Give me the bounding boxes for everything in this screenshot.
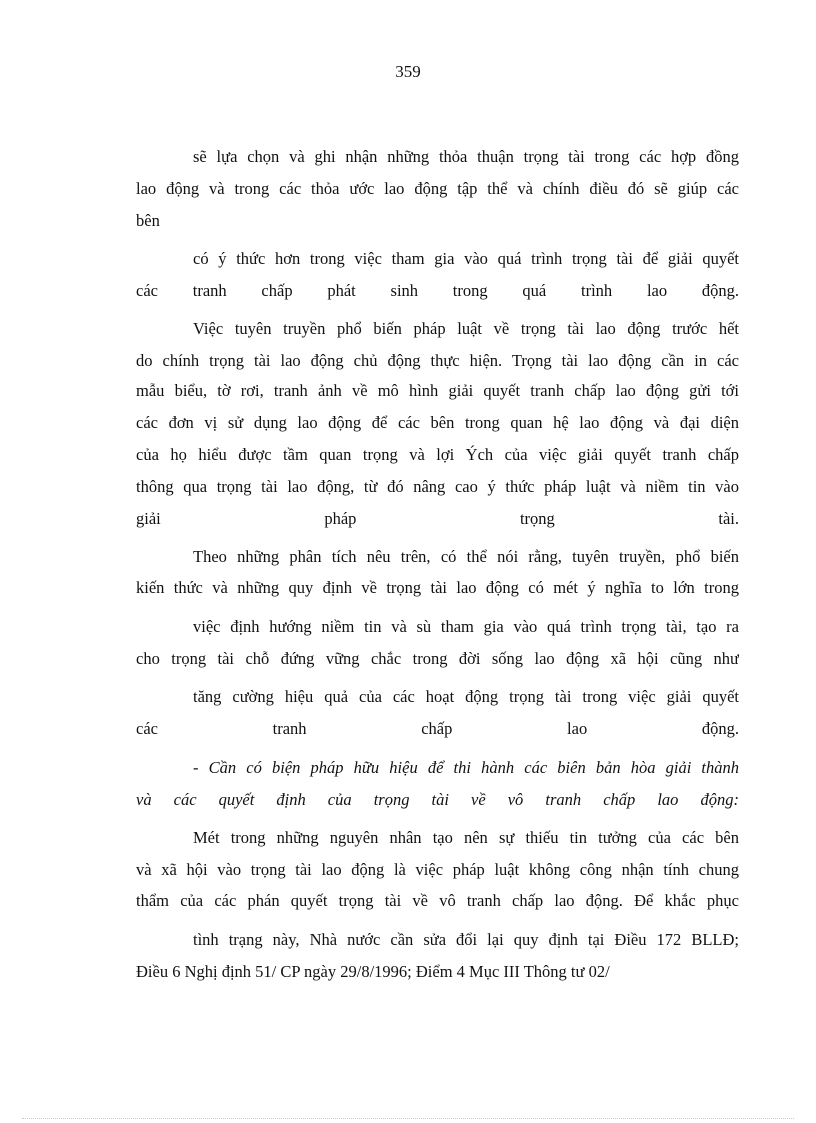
text-line: các tranh chấp lao động. (136, 719, 739, 738)
text-line: có ý thức hơn trong việc tham gia vào quá trình trọng tài để giải quyết (193, 249, 739, 268)
text-line: mẫu biểu, tờ rơi, tranh ảnh về mô hình giải quyết tranh chấp lao động gửi tới (136, 381, 739, 400)
text-line: do chính trọng tài lao động chủ động thực hiện. Trọng tài lao động cần in các (136, 351, 739, 370)
italic-heading-line: và các quyết định của trọng tài về vô tranh chấp lao động: (136, 790, 739, 809)
text-line: của họ hiểu được tầm quan trọng và lợi Ých của việc giải quyết tranh chấp (136, 445, 739, 464)
text-line: các đơn vị sử dụng lao động để các bên trong quan hệ lao động và đại diện (136, 413, 739, 432)
text-line: giải pháp trọng tài. (136, 509, 739, 528)
text-line: lao động và trong các thỏa ước lao động tập thể và chính điều đó sẽ giúp các (136, 179, 739, 198)
text-line: việc định hướng niềm tin và sù tham gia vào quá trình trọng tài, tạo ra (193, 617, 739, 636)
text-line: và xã hội vào trọng tài lao động là việc pháp luật không công nhận tính chung (136, 860, 739, 879)
text-line: Theo những phân tích nêu trên, có thể nói rằng, tuyên truyền, phổ biến (193, 547, 739, 566)
text-line: tăng cường hiệu quả của các hoạt động trọng tài trong việc giải quyết (193, 687, 739, 706)
text-line: tình trạng này, Nhà nước cần sửa đổi lại quy định tại Điều 172 BLLĐ; (193, 930, 739, 949)
text-line: Điều 6 Nghị định 51/ CP ngày 29/8/1996; Điểm 4 Mục III Thông tư 02/ (136, 962, 610, 981)
text-line: các tranh chấp phát sinh trong quá trình lao động. (136, 281, 739, 300)
page-number: 359 (395, 62, 421, 81)
text-line: thẩm của các phán quyết trọng tài về vô tranh chấp lao động. Để khắc phục (136, 891, 739, 910)
text-line: kiến thức và những quy định về trọng tài lao động có mét ý nghĩa to lớn trong (136, 578, 739, 597)
italic-heading-line: - Cần có biện pháp hữu hiệu để thi hành các biên bản hòa giải thành (193, 758, 739, 777)
text-line: Việc tuyên truyền phổ biến pháp luật về trọng tài lao động trước hết (193, 319, 739, 338)
text-line: sẽ lựa chọn và ghi nhận những thỏa thuận trọng tài trong các hợp đồng (193, 147, 739, 166)
text-line: bên (136, 211, 160, 230)
page-bottom-divider (22, 1118, 794, 1119)
text-line: Mét trong những nguyên nhân tạo nên sự thiếu tin tưởng của các bên (193, 828, 739, 847)
text-line: thông qua trọng tài lao động, từ đó nâng cao ý thức pháp luật và niềm tin vào (136, 477, 739, 496)
text-line: cho trọng tài chỗ đứng vững chắc trong đời sống lao động xã hội cũng như (136, 649, 739, 668)
